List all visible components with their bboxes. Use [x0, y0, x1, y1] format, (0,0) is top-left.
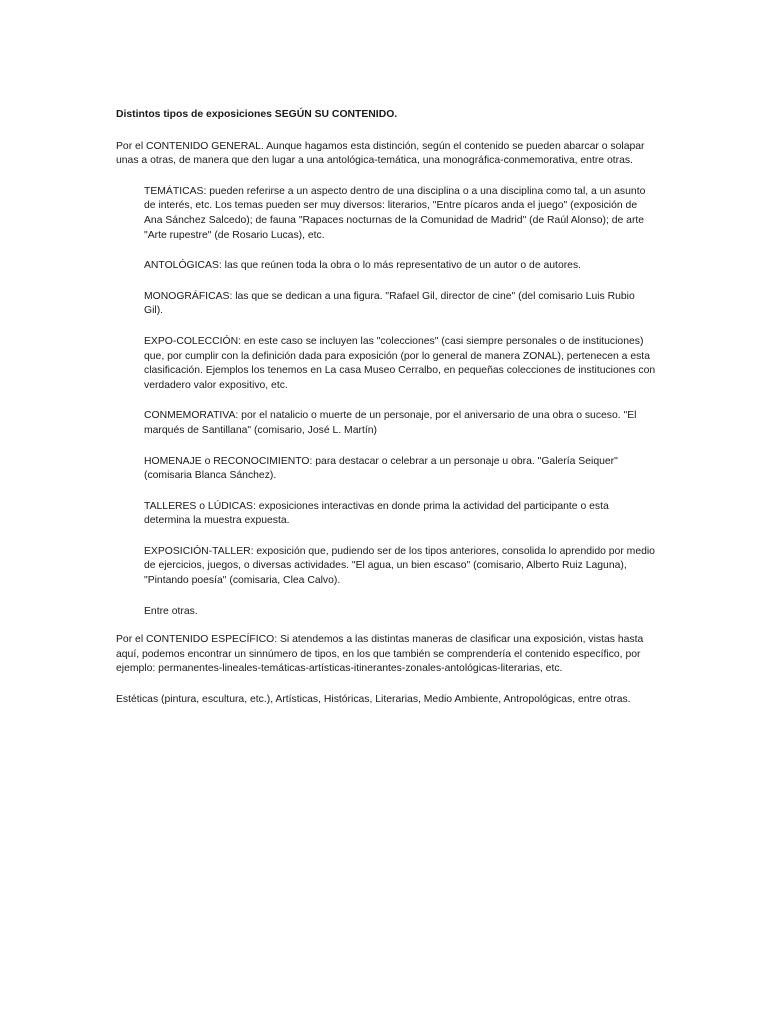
specific-content-paragraph: Por el CONTENIDO ESPECÍFICO: Si atendemos a las distintas maneras de clasificar una exposición, vistas hasta aquí, podemos encontrar un sinnúmero de tipos, en los que también se comprendería el contenido específico, por ejemplo: permanentes-lineales-temáticas-artísticas-itinerantes-zonales-antológicas-literarias, etc. — [116, 634, 644, 675]
type-entre-otras: Entre otras. — [144, 605, 198, 617]
type-exposicion-taller: EXPOSICIÓN-TALLER: exposición que, pudiendo ser de los tipos anteriores, consolida lo aprendido por medio de ejercicios, juegos, o diversas actividades. "El agua, un bien escaso" (comisario, Alberto Ruiz Laguna), "Pintando poesía" (comisaria, Clea Calvo). — [144, 545, 655, 587]
type-antologicas: ANTOLÓGICAS: las que reúnen toda la obra o lo más representativo de un autor o de autores. — [144, 260, 582, 272]
type-tematicas: TEMÁTICAS: pueden referirse a un aspecto dentro de una disciplina o a una disciplina como tal, a un asunto de interés, etc. Los temas pueden ser muy diversos: literarios, "Entre pícaros anda el juego" (exposición de Ana Sánchez Salcedo); de fauna "Rapaces nocturnas de la Comunidad de Madrid" (de Raúl Alonso); de arte "Arte rupestre" (de Rosario Lucas), etc. — [144, 185, 646, 241]
document-body — [116, 108, 656, 724]
type-expo-coleccion: EXPO-COLECCIÓN: en este caso se incluyen las "colecciones" (casi siempre personales o de instituciones) que, por cumplir con la definición dada para exposición (por lo general de manera ZONAL), pertenecen a esta clasificación. Ejemplos los tenemos en La casa Museo Cerralbo, en pequeñas colecciones de instituciones con verdadero valor expositivo, etc. — [144, 335, 656, 391]
type-monograficas: MONOGRÁFICAS: las que se dedican a una figura. "Rafael Gil, director de cine" (del comisario Luis Rubio Gil). — [144, 290, 635, 317]
document-title: Distintos tipos de exposiciones SEGÚN SU CONTENIDO. — [116, 109, 398, 120]
exhibition-types-list — [144, 185, 656, 619]
type-talleres: TALLERES o LÚDICAS: exposiciones interactivas en donde prima la actividad del participante o esta determina la muestra expuesta. — [144, 500, 609, 527]
type-homenaje: HOMENAJE o RECONOCIMIENTO: para destacar o celebrar a un personaje u obra. "Galería Seiquer" (comisaria Blanca Sánchez). — [144, 455, 618, 482]
closing-paragraph: Estéticas (pintura, escultura, etc.), Artísticas, Históricas, Literarias, Medio Ambiente, Antropológicas, entre otras. — [116, 694, 631, 706]
type-conmemorativa: CONMEMORATIVA: por el natalicio o muerte de un personaje, por el aniversario de una obra o suceso. "El marqués de Santillana" (comisario, José L. Martín) — [144, 410, 637, 436]
intro-paragraph: Por el CONTENIDO GENERAL. Aunque hagamos esta distinción, según el contenido se pueden abarcar o solapar unas a otras, de manera que den lugar a una antológica-temática, una monográfica-conmemorativa, entre otras. — [116, 140, 645, 167]
